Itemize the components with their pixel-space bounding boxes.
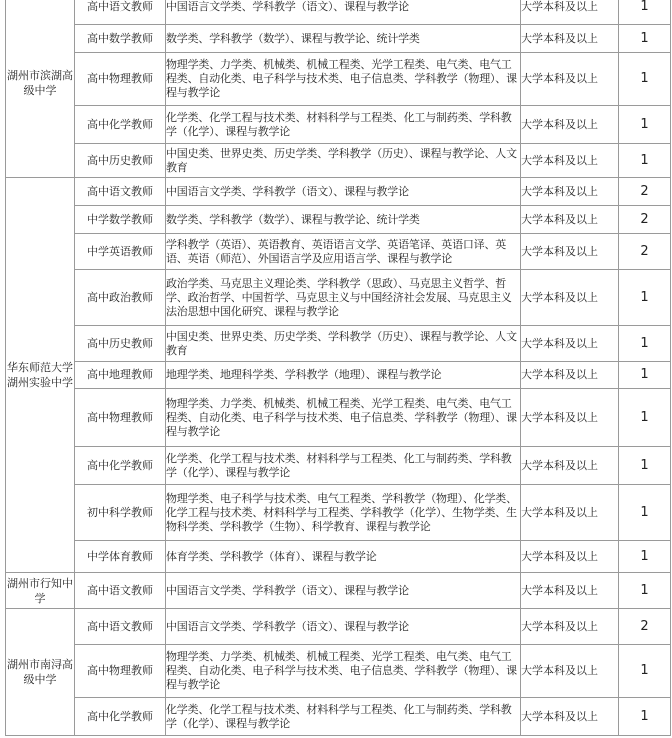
education-cell: 大学本科及以上 <box>521 144 619 178</box>
post-cell: 高中数学教师 <box>75 25 166 53</box>
post-cell: 高中语文教师 <box>75 573 166 609</box>
recruitment-table-body <box>6 0 671 736</box>
table-row <box>6 698 671 736</box>
school-name: 湖州市南浔高级中学 <box>6 609 75 736</box>
education-cell: 大学本科及以上 <box>521 234 619 270</box>
post-cell: 高中语文教师 <box>75 178 166 206</box>
education-cell: 大学本科及以上 <box>521 326 619 362</box>
education-cell: 大学本科及以上 <box>521 447 619 485</box>
post-cell: 高中物理教师 <box>75 389 166 447</box>
table-row <box>6 0 671 25</box>
major-cell: 学科教学（英语）、英语教育、英语语言文学、英语笔译、英语口译、英语、英语（师范）、外国语言学及应用语言学、课程与教学论 <box>166 234 521 270</box>
education-cell: 大学本科及以上 <box>521 178 619 206</box>
education-cell: 大学本科及以上 <box>521 573 619 609</box>
table-row <box>6 106 671 144</box>
table-row <box>6 609 671 645</box>
major-cell: 物理学类、力学类、机械类、机械工程类、光学工程类、电气类、电气工程类、自动化类、电子科学与技术类、电子信息类、学科教学（物理）、课程与教学论 <box>166 53 521 106</box>
education-cell: 大学本科及以上 <box>521 362 619 389</box>
education-cell: 大学本科及以上 <box>521 645 619 698</box>
education-cell: 大学本科及以上 <box>521 106 619 144</box>
post-cell: 高中化学教师 <box>75 106 166 144</box>
education-cell: 大学本科及以上 <box>521 485 619 541</box>
count-cell: 1 <box>619 0 671 25</box>
count-cell: 1 <box>619 447 671 485</box>
major-cell: 化学类、化学工程与技术类、材料科学与工程类、化工与制药类、学科教学（化学）、课程与教学论 <box>166 447 521 485</box>
post-cell: 高中化学教师 <box>75 698 166 736</box>
count-cell: 1 <box>619 53 671 106</box>
count-cell: 1 <box>619 541 671 573</box>
major-cell: 中国语言文学类、学科教学（语文）、课程与教学论 <box>166 609 521 645</box>
table-row <box>6 25 671 53</box>
count-cell: 1 <box>619 698 671 736</box>
education-cell: 大学本科及以上 <box>521 25 619 53</box>
school-name: 华东师范大学湖州实验中学 <box>6 178 75 573</box>
major-cell: 物理学类、电子科学与技术类、电气工程类、学科教学（物理）、化学类、化学工程与技术类、材料科学与工程类、学科教学（化学）、生物学类、生物科学类、学科教学（生物）、科学教育、课程与教学论 <box>166 485 521 541</box>
table-row <box>6 270 671 326</box>
count-cell: 1 <box>619 326 671 362</box>
education-cell: 大学本科及以上 <box>521 698 619 736</box>
post-cell: 高中化学教师 <box>75 447 166 485</box>
post-cell: 高中政治教师 <box>75 270 166 326</box>
count-cell: 1 <box>619 485 671 541</box>
education-cell: 大学本科及以上 <box>521 270 619 326</box>
post-cell: 中学体育教师 <box>75 541 166 573</box>
table-row <box>6 645 671 698</box>
education-cell: 大学本科及以上 <box>521 541 619 573</box>
major-cell: 化学类、化学工程与技术类、材料科学与工程类、化工与制药类、学科教学（化学）、课程与教学论 <box>166 698 521 736</box>
education-cell: 大学本科及以上 <box>521 0 619 25</box>
major-cell: 中国语言文学类、学科教学（语文）、课程与教学论 <box>166 0 521 25</box>
school-name: 湖州市行知中学 <box>6 573 75 609</box>
table-row <box>6 573 671 609</box>
post-cell: 高中历史教师 <box>75 144 166 178</box>
count-cell: 1 <box>619 106 671 144</box>
major-cell: 数学类、学科教学（数学）、课程与教学论、统计学类 <box>166 206 521 234</box>
major-cell: 体育学类、学科教学（体育）、课程与教学论 <box>166 541 521 573</box>
post-cell: 高中物理教师 <box>75 53 166 106</box>
education-cell: 大学本科及以上 <box>521 53 619 106</box>
recruitment-table <box>5 0 671 736</box>
major-cell: 中国史类、世界史类、历史学类、学科教学（历史）、课程与教学论、人文教育 <box>166 326 521 362</box>
post-cell: 高中地理教师 <box>75 362 166 389</box>
post-cell: 高中语文教师 <box>75 609 166 645</box>
count-cell: 1 <box>619 144 671 178</box>
table-row <box>6 234 671 270</box>
count-cell: 1 <box>619 389 671 447</box>
major-cell: 化学类、化学工程与技术类、材料科学与工程类、化工与制药类、学科教学（化学）、课程与教学论 <box>166 106 521 144</box>
education-cell: 大学本科及以上 <box>521 206 619 234</box>
table-row <box>6 541 671 573</box>
major-cell: 地理学类、地理科学类、学科教学（地理）、课程与教学论 <box>166 362 521 389</box>
table-row <box>6 53 671 106</box>
table-row <box>6 362 671 389</box>
major-cell: 政治学类、马克思主义理论类、学科教学（思政）、马克思主义哲学、哲学、政治哲学、中国哲学、马克思主义与中国经济社会发展、马克思主义法治思想中国化研究、课程与教学论 <box>166 270 521 326</box>
post-cell: 高中物理教师 <box>75 645 166 698</box>
count-cell: 1 <box>619 362 671 389</box>
table-row <box>6 144 671 178</box>
major-cell: 中国语言文学类、学科教学（语文）、课程与教学论 <box>166 573 521 609</box>
table-row <box>6 178 671 206</box>
count-cell: 1 <box>619 25 671 53</box>
count-cell: 2 <box>619 206 671 234</box>
table-row <box>6 206 671 234</box>
education-cell: 大学本科及以上 <box>521 609 619 645</box>
major-cell: 中国语言文学类、学科教学（语文）、课程与教学论 <box>166 178 521 206</box>
count-cell: 1 <box>619 573 671 609</box>
post-cell: 高中历史教师 <box>75 326 166 362</box>
count-cell: 2 <box>619 234 671 270</box>
major-cell: 中国史类、世界史类、历史学类、学科教学（历史）、课程与教学论、人文教育 <box>166 144 521 178</box>
post-cell: 中学数学教师 <box>75 206 166 234</box>
major-cell: 物理学类、力学类、机械类、机械工程类、光学工程类、电气类、电气工程类、自动化类、电子科学与技术类、电子信息类、学科教学（物理）、课程与教学论 <box>166 389 521 447</box>
count-cell: 2 <box>619 609 671 645</box>
table-row <box>6 485 671 541</box>
table-row <box>6 389 671 447</box>
count-cell: 2 <box>619 178 671 206</box>
school-name: 湖州市滨湖高级中学 <box>6 0 75 178</box>
post-cell: 中学英语教师 <box>75 234 166 270</box>
major-cell: 物理学类、力学类、机械类、机械工程类、光学工程类、电气类、电气工程类、自动化类、电子科学与技术类、电子信息类、学科教学（物理）、课程与教学论 <box>166 645 521 698</box>
table-row <box>6 447 671 485</box>
major-cell: 数学类、学科教学（数学）、课程与教学论、统计学类 <box>166 25 521 53</box>
count-cell: 1 <box>619 645 671 698</box>
post-cell: 初中科学教师 <box>75 485 166 541</box>
education-cell: 大学本科及以上 <box>521 389 619 447</box>
post-cell: 高中语文教师 <box>75 0 166 25</box>
count-cell: 1 <box>619 270 671 326</box>
table-row <box>6 326 671 362</box>
